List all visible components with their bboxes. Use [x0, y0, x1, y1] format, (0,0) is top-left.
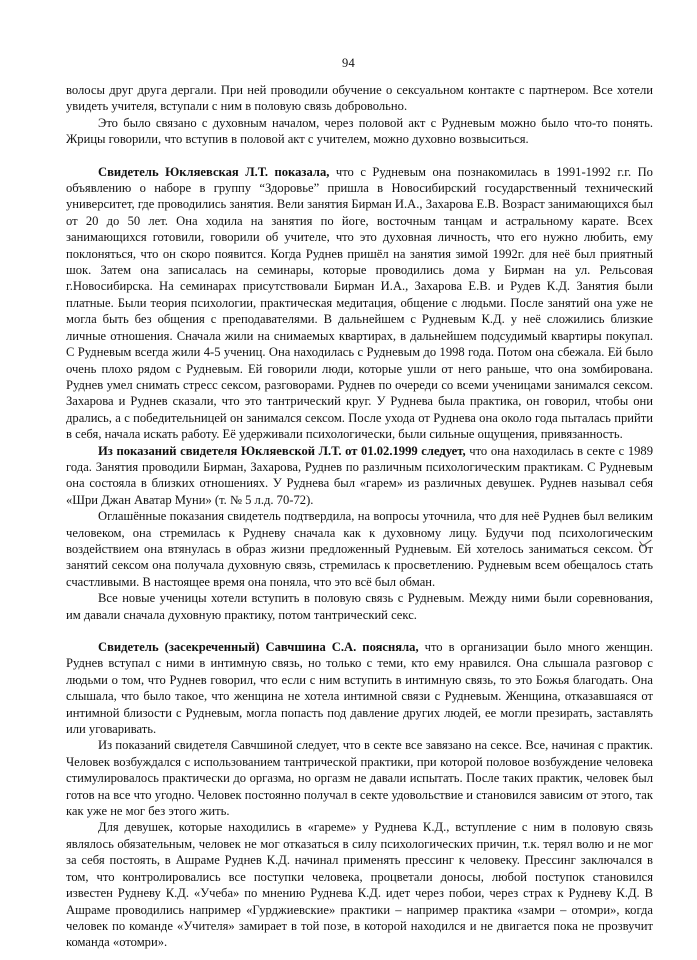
- paragraph-4: [66, 443, 653, 509]
- testimony-heading: Из показаний свидетеля Юкляевской Л.Т. от 01.02.1999 следует,: [98, 443, 466, 458]
- witness-heading-1: Свидетель Юкляевская Л.Т. показала,: [98, 164, 330, 179]
- witness-heading-2: Свидетель (засекреченный) Савчшина С.А. поясняла,: [98, 640, 419, 654]
- page-number: 94: [342, 56, 355, 70]
- paragraph-5: Оглашённые показания свидетель подтвердила, на вопросы уточнила, что для неё Руднев был великим человеком, она стремилась к Рудневу сначала как к духовному лицу. Будучи под психологическим воздействием она втянулась в образ жизни предложенный Рудневым. Ей хотелось заниматься сексом. От занятий сексом она получала духовную связь, стремилась к просветлению. Рудневым всем обещалось стать счастливыми. В настоящее время она поняла, что это всё был обман.: [66, 509, 653, 589]
- paragraph-1: волосы друг друга дергали. При ней проводили обучение о сексуальном контакте с партнером. Все хотели увидеть учителя, вступали с ним в половую связь добровольно.: [66, 83, 653, 114]
- paragraph-9: Для девушек, которые находились в «гареме» у Руднева К.Д., вступление с ним в половую связь являлось обязательным, человек не мог отказаться в силу психологических причин, т.к. терял волю и не мог за себя постоять, в Ашраме Руднев К.Д. начинал применять прессинг к человеку. Прессинг заключался в том, что контролировались все поступки человека, процветали доносы, любой поступок становился известен Рудневу К.Д. «Учеба» по мнению Руднева К.Д. идет через побои, через страх к Рудневу К.Д. В Ашраме проводились например «Гурджиевские» практики – например практика «замри – отомри», когда человек по команде «Учителя» замирает в той позе, в которой находился и не двигается пока не прозвучит команда «отомри».: [66, 820, 653, 950]
- document-body: [66, 82, 653, 951]
- paragraph-7-text: что в организации было много женщин. Руднев вступал с ними в интимную связь, но только с теми, кто ему нравился. Она слышала разговор с людьми о том, что Руднев говорил, что если с ним вступить в интимную связь, то это Божья благодать. Она слышала, что было такое, что женщина не хотела интимной связи с Рудневым. Женщина, отказавшаяся от интимной близости с Рудневым, могла попасть под давление других людей, ее могли презирать, заставлять или уговаривать.: [66, 640, 653, 737]
- paragraph-3: [66, 164, 653, 443]
- paragraph-7: [66, 639, 653, 737]
- paragraph-8: Из показаний свидетеля Савчшиной следует, что в секте все завязано на сексе. Все, начиная с практик. Человек возбуждался с использованием тантрической практики, при которой половое возбуждение человека стимулировалось практически до оргазма, но оргазм не давали испытать. После таких практик, человек был готов на все что угодно. Человек постоянно получал в секте удовольствие и становился зависим от этого, так как уже не мог без этого жить.: [66, 738, 653, 819]
- paragraph-6: Все новые ученицы хотели вступить в половую связь с Рудневым. Между ними были соревнования, им давали сначала духовную практику, потом тантрический секс.: [66, 591, 653, 622]
- paragraph-2: Это было связано с духовным началом, через половой акт с Рудневым можно было что-то понять. Жрицы говорили, что вступив в половой акт с учителем, можно духовно возвыситься.: [66, 115, 653, 147]
- paragraph-4-text: что она находилась в секте с 1989 года. Занятия проводили Бирман, Захарова, Руднев по различным психологическим практикам. С Рудневым она состояла в близких отношениях. У Руднева был «гарем» из различных девушек. Руднев называл себя «Шри Джан Аватар Муни» (т. № 5 л.д. 70-72).: [66, 443, 654, 507]
- paragraph-3-text: что с Рудневым она познакомилась в 1991-1992 г.г. По объявлению о наборе в группу “Здоровье” пришла в Новосибирский государственный технический университет, где проводились занятия. Вели занятия Бирман И.А., Захарова Е.В. Возраст занимающихся был от 20 до 50 лет. Она ходила на занятия по йоге, восточным танцам и астральному карате. Всех занимающихся готовили, говорили об учителе, что это духовная личность, что его нужно любить, ему поклоняться, что он скоро появится. Когда Руднев пришёл на занятия зимой 1992г. для неё был приятный шок. Затем она записалась на семинары, которые проводились дома у Бирман на ул. Рельсовая г.Новосибирска. На семинарах присутствовали Бирман И.А., Захарова Е.В. и Рудев К.Д. Занятия были платные. Были теория психологии, практическая медитация, общение с людьми. После занятий она уже не могла быть без общения с преподавателями. В дальнейшем с Рудневым К.Д. у неё сложились близкие личные отношения. Сначала жили на снимаемых квартирах, в дальнейшем подсудимый квартиры покупал. С Рудневым всегда жили 4-5 учениц. Она находилась с Рудневым до 1998 года. Потом она сбежала. Ей было очень плохо рядом с Рудневым. Ей говорили люди, которые ушли от него раньше, что она зомбирована. Руднев умел снимать стресс сексом, разговорами. Руднев по очереди со всеми ученицами занимался сексом. Захарова и Руднев сказали, что это тантрический круг. У Руднева была практика, он говорил, чтобы они дрались, а с победительницей он занимался сексом. После ухода от Руднева она около года пыталась прийти в себя, начала искать работу. Её удерживали психологически, были сильные ощущения, привязанность.: [66, 164, 653, 442]
